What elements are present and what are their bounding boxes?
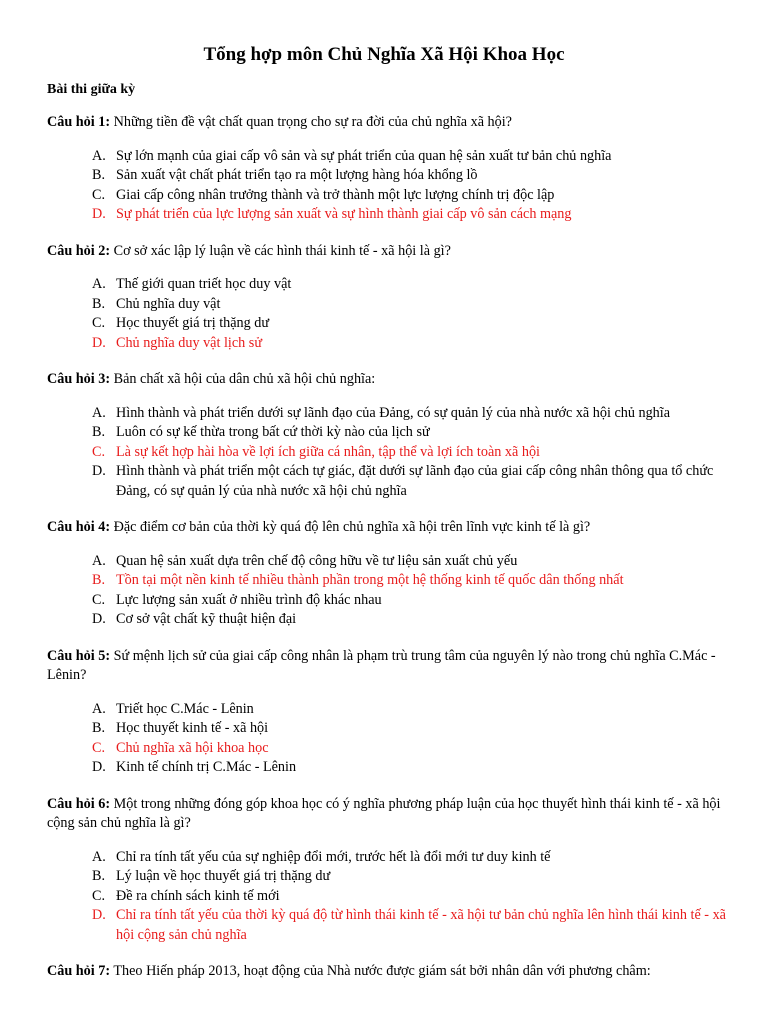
question-body: Bản chất xã hội của dân chủ xã hội chủ nghĩa: [110, 371, 376, 387]
question-text [47, 647, 727, 686]
option-item [47, 147, 727, 167]
question-label: Câu hỏi 3: [47, 371, 111, 387]
option-list [47, 275, 727, 353]
question-label: Câu hỏi 5: [47, 647, 111, 664]
question-text [47, 113, 727, 133]
question-body: Theo Hiến pháp 2013, hoạt động của Nhà nước được giám sát bởi nhân dân với phương châm: [110, 963, 651, 979]
option-letter: D. [92, 463, 106, 479]
option-letter: B. [92, 572, 106, 588]
question-body: Sứ mệnh lịch sử của giai cấp công nhân là phạm trù trung tâm của nguyên lý nào trong chủ nghĩa C.Mác - Lênin? [47, 647, 720, 683]
option-letter: D. [92, 611, 106, 627]
option-item [47, 758, 727, 778]
question-2 [47, 242, 727, 354]
option-text: Chủ nghĩa duy vật lịch sử [116, 334, 263, 351]
option-letter: B. [92, 424, 106, 440]
option-list [47, 404, 727, 502]
option-item [47, 295, 727, 315]
option-letter: B. [92, 720, 106, 736]
option-letter: B. [92, 295, 106, 312]
question-body: Đặc điểm cơ bản của thời kỳ quá độ lên chủ nghĩa xã hội trên lĩnh vực kinh tế là gì? [110, 519, 591, 535]
question-label: Câu hỏi 4: [47, 519, 111, 535]
option-text: Đề ra chính sách kinh tế mới [116, 887, 280, 904]
option-text: Lực lượng sản xuất ở nhiều trình độ khác nhau [116, 591, 382, 608]
option-item-correct [47, 334, 727, 354]
option-item [47, 887, 727, 907]
option-item [47, 314, 727, 334]
option-item-correct [47, 571, 727, 591]
option-item [47, 848, 727, 868]
option-text: Sự lớn mạnh của giai cấp vô sản và sự phát triển của quan hệ sản xuất tư bản chủ nghĩa [116, 147, 612, 164]
question-text [47, 962, 727, 982]
question-3 [47, 370, 727, 501]
question-body: Một trong những đóng góp khoa học có ý nghĩa phương pháp luận của học thuyết hình thái kinh tế - xã hội cộng sản chủ nghĩa là gì? [47, 795, 724, 831]
option-letter: C. [92, 739, 106, 756]
option-list [47, 700, 727, 778]
option-item [47, 404, 727, 424]
option-item [47, 610, 727, 630]
option-letter: A. [92, 404, 106, 421]
option-letter: C. [92, 315, 106, 331]
option-letter: D. [92, 907, 106, 923]
option-item [47, 719, 727, 739]
option-letter: D. [92, 206, 106, 222]
option-list [47, 848, 727, 946]
question-label: Câu hỏi 1: [47, 114, 111, 130]
option-letter: C. [92, 443, 106, 460]
option-list [47, 147, 727, 225]
option-letter: D. [92, 334, 106, 351]
option-item [47, 462, 727, 501]
option-text: Kinh tế chính trị C.Mác - Lênin [116, 759, 297, 775]
question-label: Câu hỏi 7: [47, 963, 111, 979]
section-heading: Bài thi giữa kỳ [47, 82, 136, 97]
option-item-correct [47, 906, 727, 945]
question-body: Cơ sở xác lập lý luận về các hình thái kinh tế - xã hội là gì? [110, 242, 451, 259]
option-item [47, 591, 727, 611]
option-item [47, 423, 727, 443]
question-body: Những tiền đề vật chất quan trọng cho sự ra đời của chủ nghĩa xã hội? [110, 114, 512, 130]
question-7 [47, 962, 727, 982]
option-letter: C. [92, 887, 106, 904]
question-text [47, 242, 727, 262]
option-item [47, 166, 727, 186]
option-letter: A. [92, 848, 106, 865]
option-text: Học thuyết giá trị thặng dư [116, 315, 270, 331]
option-text: Giai cấp công nhân trưởng thành và trở thành một lực lượng chính trị độc lập [116, 186, 555, 203]
option-text: Học thuyết kinh tế - xã hội [116, 720, 269, 736]
option-text: Hình thành và phát triển một cách tự giác, đặt dưới sự lãnh đạo của giai cấp công nhân thông qua tổ chức Đảng, có sự quản lý của nhà nước xã hội chủ nghĩa [116, 463, 714, 499]
option-letter: A. [92, 700, 106, 717]
option-letter: C. [92, 186, 106, 203]
option-text: Hình thành và phát triển dưới sự lãnh đạo của Đảng, có sự quản lý của nhà nước xã hội chủ nghĩa [116, 404, 671, 421]
option-text: Luôn có sự kế thừa trong bất cứ thời kỳ nào của lịch sử [116, 424, 430, 440]
option-text: Thế giới quan triết học duy vật [116, 276, 292, 292]
question-text [47, 518, 727, 538]
option-letter: A. [92, 147, 106, 164]
option-item [47, 186, 727, 206]
question-5 [47, 647, 727, 778]
option-text: Là sự kết hợp hài hòa về lợi ích giữa cá nhân, tập thể và lợi ích toàn xã hội [116, 443, 540, 460]
question-text [47, 795, 727, 834]
question-1 [47, 113, 727, 225]
option-letter: C. [92, 591, 106, 608]
document-title: Tổng hợp môn Chủ Nghĩa Xã Hội Khoa Học [203, 44, 565, 65]
option-text: Chỉ ra tính tất yếu của thời kỳ quá độ từ hình thái kinh tế - xã hội tư bản chủ nghĩa lên hình thái kinh tế - xã hội cộng sản chủ nghĩa [116, 907, 726, 943]
option-text: Quan hệ sản xuất dựa trên chế độ công hữu về tư liệu sản xuất chủ yếu [116, 552, 518, 569]
option-text: Chỉ ra tính tất yếu của sự nghiệp đổi mới, trước hết là đổi mới tư duy kinh tế [116, 848, 551, 865]
question-6 [47, 795, 727, 946]
option-letter: B. [92, 167, 106, 183]
option-text: Lý luận về học thuyết giá trị thặng dư [116, 868, 331, 884]
option-text: Tồn tại một nền kinh tế nhiều thành phần trong một hệ thống kinh tế quốc dân thống nhất [116, 572, 624, 588]
option-letter: D. [92, 759, 106, 775]
option-text: Sự phát triển của lực lượng sản xuất và sự hình thành giai cấp vô sản cách mạng [116, 206, 572, 222]
option-item-correct [47, 443, 727, 463]
option-item [47, 552, 727, 572]
option-letter: B. [92, 868, 106, 884]
question-list [47, 113, 727, 999]
question-label: Câu hỏi 2: [47, 242, 111, 259]
option-item [47, 275, 727, 295]
option-list [47, 552, 727, 630]
question-label: Câu hỏi 6: [47, 795, 111, 812]
option-letter: A. [92, 552, 106, 569]
option-text: Chủ nghĩa duy vật [116, 295, 221, 312]
option-item [47, 700, 727, 720]
option-letter: A. [92, 276, 106, 292]
option-text: Triết học C.Mác - Lênin [116, 700, 254, 717]
question-text [47, 370, 727, 390]
option-item-correct [47, 205, 727, 225]
option-text: Sản xuất vật chất phát triển tạo ra một lượng hàng hóa khổng lồ [116, 167, 478, 183]
option-text: Cơ sở vật chất kỹ thuật hiện đại [116, 611, 297, 627]
option-text: Chủ nghĩa xã hội khoa học [116, 739, 269, 756]
option-item-correct [47, 739, 727, 759]
option-item [47, 867, 727, 887]
question-4 [47, 518, 727, 630]
